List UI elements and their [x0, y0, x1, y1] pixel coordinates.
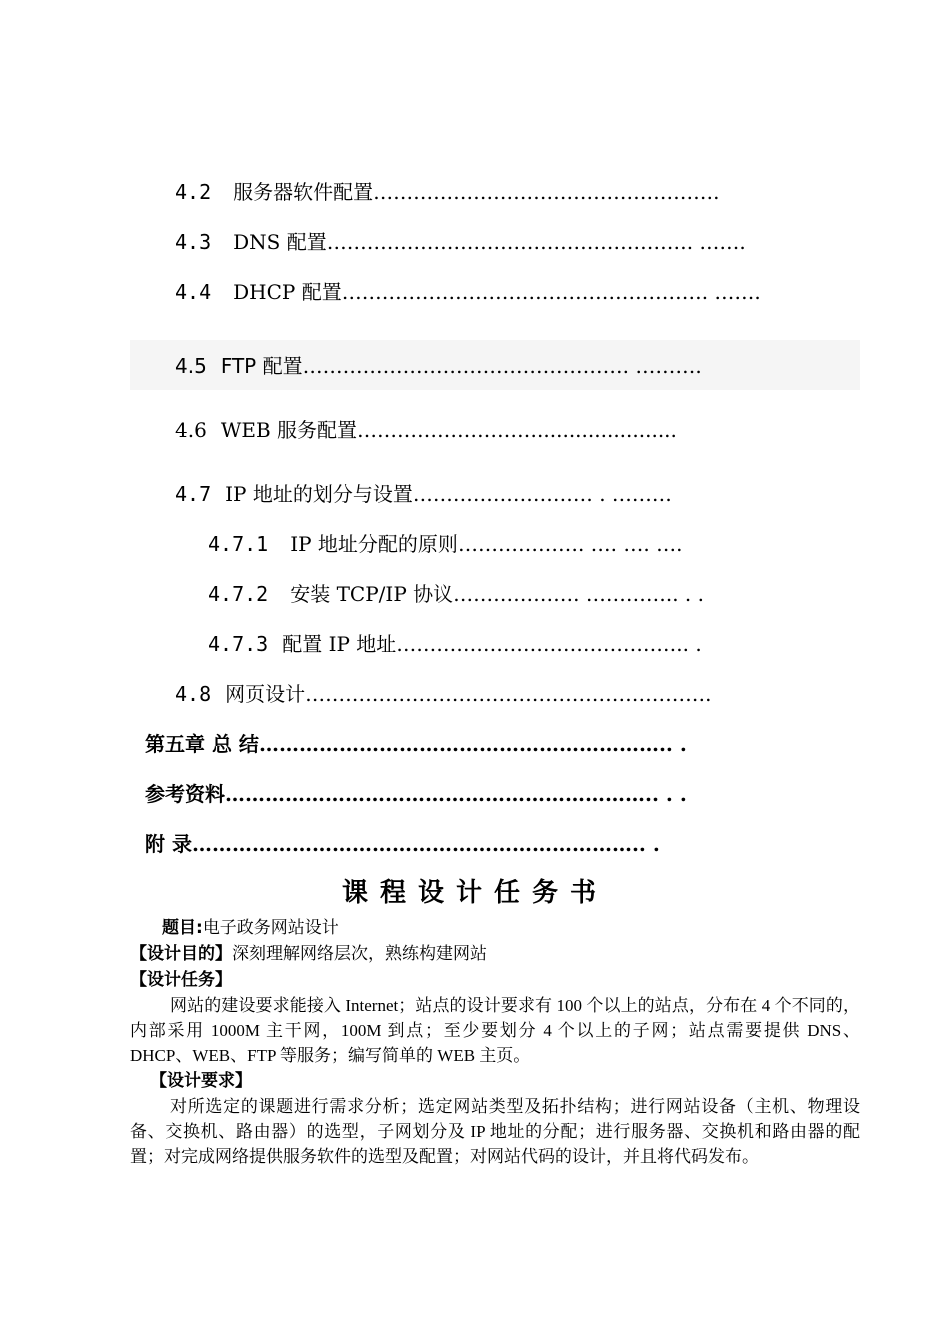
topic-line [130, 915, 860, 941]
toc-number: 4.5 [175, 354, 207, 378]
toc-leader: …………………………………….. . [396, 632, 702, 656]
toc-title: WEB 服务配置 [220, 418, 358, 442]
toc-number: 4.7.2 [208, 582, 269, 606]
requirement-label: 【设计要求】 [150, 1071, 252, 1091]
toc-title: 网页设计 [225, 682, 306, 706]
topic-value: 电子政务网站设计 [202, 918, 339, 937]
toc-number: 4.6 [175, 418, 207, 442]
toc-title: FTP 配置 [220, 354, 303, 378]
toc-number: 4.2 [175, 180, 212, 204]
topic-label: 题目: [162, 918, 203, 938]
toc-title: IP 地址的划分与设置 [225, 482, 413, 506]
toc-entry-4-2[interactable] [175, 178, 719, 206]
purpose-value: 深刻理解网络层次，熟练构建网站 [232, 944, 487, 963]
toc-entry-4-5[interactable] [175, 352, 702, 380]
toc-entry-4-7-1[interactable] [208, 530, 682, 558]
toc-leader: ……………………………………………………….. . . [225, 782, 687, 806]
toc-title: 服务器软件配置 [233, 180, 374, 204]
task-paragraph: 网站的建设要求能接入 Internet；站点的设计要求有 100 个以上的站点，分布在 4 个不同的，内部采用 1000M 主干网，100M 到点；至少要划分 4 个以上的子网；站点需要提供 DNS、DHCP、WEB、FTP 等服务；编写简单的 WEB 主页。 [130, 996, 860, 1065]
toc-entry-4-7-3[interactable] [208, 630, 702, 658]
requirement-paragraph: 对所选定的课题进行需求分析；选定网站类型及拓扑结构；进行网站设备（主机、物理设备、交换机、路由器）的选型，子网划分及 IP 地址的分配；进行服务器、交换机和路由器的配置；对完成网络提供服务软件的选型及配置；对网站代码的设计，并且将代码发布。 [130, 1097, 860, 1166]
toc-title: 安装 TCP/IP 协议 [290, 582, 454, 606]
task-label: 【设计任务】 [130, 970, 232, 990]
toc-entry-4-7[interactable] [175, 480, 672, 508]
toc-leader: ………………. …. …. …. [457, 532, 683, 556]
toc-leader: ………………………………………………………….. . [191, 832, 660, 856]
toc-entry-4-4[interactable] [175, 278, 761, 306]
toc-leader: …………………………………………. ………. [302, 354, 702, 378]
task-line [130, 967, 860, 993]
toc-number: 4.7.1 [208, 532, 269, 556]
purpose-label: 【设计目的】 [130, 944, 232, 964]
requirement-line [130, 1068, 860, 1094]
toc-leader: ……………………………………………. [373, 180, 720, 204]
toc-leader: ……………………………………………………. [305, 682, 712, 706]
toc-title: 附 录 [145, 832, 192, 856]
toc-title: 参考资料 [145, 782, 225, 806]
toc-leader: ………………………………………………. ……. [326, 230, 746, 254]
toc-entry-4-6[interactable] [175, 416, 677, 444]
toc-title: DNS 配置 [233, 230, 327, 254]
toc-entry-references[interactable] [145, 780, 687, 808]
toc-entry-appendix[interactable] [145, 830, 660, 858]
toc-leader: ………………………………………………. ……. [341, 280, 761, 304]
toc-title: IP 地址分配的原则 [290, 532, 458, 556]
toc-title: 第五章 总 结 [145, 732, 259, 756]
toc-number: 4.7 [175, 482, 212, 506]
toc-entry-chapter-5[interactable] [145, 730, 687, 758]
toc-leader: ……………………… . ……… [412, 482, 672, 506]
toc-number: 4.3 [175, 230, 212, 254]
toc-number: 4.8 [175, 682, 212, 706]
toc-number: 4.4 [175, 280, 212, 304]
toc-leader: ………………. ………….. . . [453, 582, 704, 606]
toc-leader: ………………………...................... [357, 418, 677, 442]
toc-entry-4-8[interactable] [175, 680, 711, 708]
toc-number: 4.7.3 [208, 632, 269, 656]
toc-title: 配置 IP 地址 [282, 632, 397, 656]
toc-entry-4-3[interactable] [175, 228, 746, 256]
purpose-line [130, 941, 860, 967]
task-body [130, 915, 860, 1169]
toc-leader: …………………………………………………….. . [258, 732, 687, 756]
toc-title: DHCP 配置 [233, 280, 342, 304]
toc-entry-4-7-2[interactable] [208, 580, 704, 608]
task-heading: 课程设计任务书 [341, 878, 608, 908]
